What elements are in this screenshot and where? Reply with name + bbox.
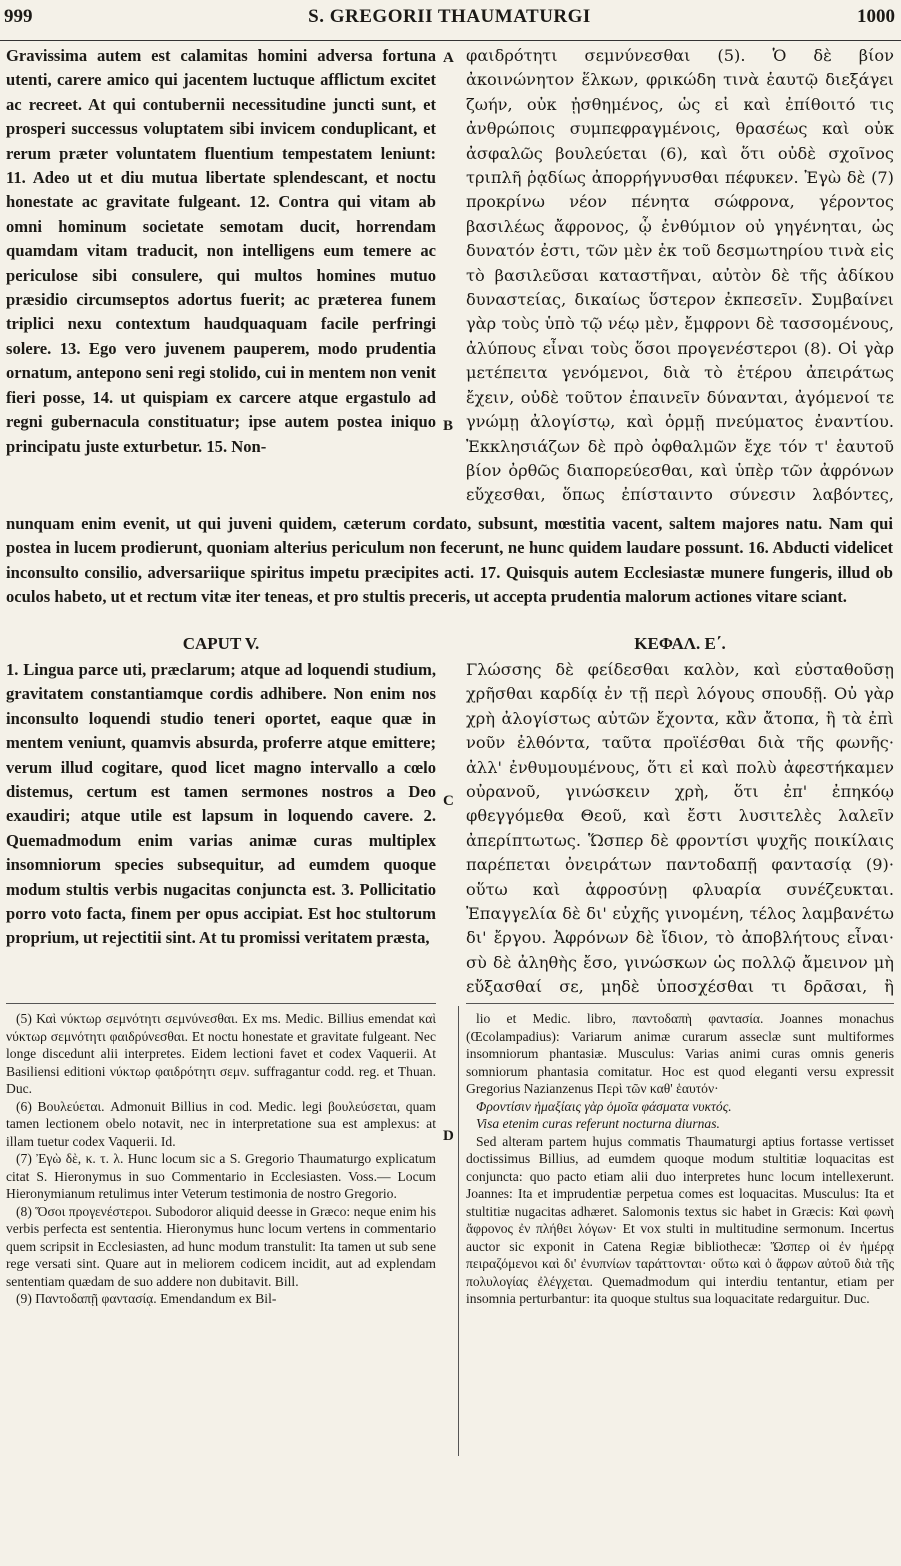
latin-paragraph: Gravissima autem est calamitas homini adversa fortuna utenti, carere amico qui jacentem luctuque afflictum excitet ac recreet. At qui contubernii necessitudine juncti sunt, et prosperi successus voluptatem sibi invicem conduplicant, et rerum præter voluntatem fluentium tempestatem leniunt: 11. Adeo ut et diu mutua libertate splendescant, et noctu honestate ac gravitate fulgeant. 12. Contra qui vitam ab omni hominum societate semotam ducit, horrendam quamdam vitam traducit, non intelligens eum temere ac periculose sibi consulere, qui multos homines mutuo præsidio circumseptos adortus fuerit; ac præterea funem triplici nexu contextum haudquaquam facile perfringi solere. 13. Ego vero juvenem pauperem, modo prudentia ornatum, antepono seni regi stolido, cui in mentem non venit fieri posse, 14. ut quispiam ex carcere atque ergastulo ad regni gubernacula constituatur; ipse autem postea iniquo principatu juste exturbetur. 15. Non- <box>6 46 436 456</box>
quoted-latin-verse: Visa etenim curas referunt nocturna diurnas. <box>476 1116 720 1131</box>
page-title: S. GREGORII THAUMATURGI <box>308 6 591 27</box>
caput-heading-greek: ΚΕΦΑΛ. Ε΄. <box>634 634 726 653</box>
running-header <box>4 6 895 30</box>
column-number-left: 999 <box>4 6 33 27</box>
greek-paragraph: Γλώσσης δὲ φείδεσθαι καλὸν, καὶ εὐσταθοῦσῃ χρῆσθαι καρδίᾳ ἐν τῇ περὶ λόγους σπουδῇ. Οὐ γὰρ χρὴ ἀλογίστως αὐτῶν ἔχοντα, κἂν ἄτοπα, ἢ τὰ ἐπὶ νοῦν ἐλθόντα, ταῦτα προϊέσθαι διὰ τῆς φωνῆς· ἀλλ' ἐνθυμουμένους, ὅτι εἰ καὶ πολὺ ἀφεστήκαμεν οὐρανοῦ, γινώσκειν χρὴ, ὅτι ἐπ' ἐπηκόῳ φθεγγόμεθα Θεοῦ, καὶ ἔστι λυσιτελὲς λαλεῖν ἀπερίπτωτως. Ὥσπερ δὲ φροντίσι ψυχῆς ποικίλαις παρέπεται ὀνειράτων παντοδαπῇ φαντασίᾳ (9)· οὕτω καὶ ἀφροσύνῃ φλυαρία συνέζευκται. Ἐπαγγελία δὲ δι' εὐχῆς γινομένη, τέλος λαμβανέτω δι' ἔργου. Ἀφρόνων δὲ ἴδιον, τὸ ἀποβλήτους εἶναι· σὺ δὲ ἀληθὴς ἔσο, γινώσκων ὡς πολλῷ ἄμεινον μὴ εὔξασθαί σε, μηδὲ ὑποσχέσθαι τι δρᾶσαι, ἢ <box>466 660 894 997</box>
latin-paragraph: 1. Lingua parce uti, præclarum; atque ad loquendi studium, gravitatem constantiamque cordis adhibere. Non enim nos inconsulto loquendi studio teneri oportet, eaque quæ in mentem veniunt, quamvis absurda, proferre atque emittere; verum illud cogitare, quod licet magno intervallo a cœlo distemus, certum est tamen sermones nostros a Deo exaudiri; atque utile est lapsum in loquendo cavere. 2. Quemadmodum enim varias animæ curas multiplex insomniorum species subsequitur, ad eumdem quoque modum stultis verbis nugacitas conjuncta est. 3. Pollicitatio porro voto facta, finem per opus accipiat. Est hoc stultorum proprium, ut rejectitii sint. At tu promissi veritatem præsta, <box>6 660 436 948</box>
quoted-greek-verse: Φροντίσιν ἡμαξίαις γὰρ ὁμοῖα φάσματα νυκτός. <box>476 1098 732 1114</box>
margin-marker-b: B <box>443 418 454 434</box>
greek-paragraph: φαιδρότητι σεμνύνεσθαι (5). Ὁ δὲ βίον ἀκοινώνητον ἕλκων, φρικώδη τινὰ ἑαυτῷ διεξάγει ζωήν, οὐκ ᾐσθημένος, ὡς εἰ καὶ ἐπίθοιτό τις ἀνθρώποις συμπεφραγμένοις, θρασέως καὶ οὐκ ἀσφαλῶς βουλεύεται (6), καὶ ὅτι οὐδὲ σχοῖνος τριπλῆ ῥᾳδίως ἀπορρήγνυσθαι πέφυκεν. Ἐγὼ δὲ (7) προκρίνω νέον πένητα σώφρονα, γέροντος βασιλέως ἄφρονος, ᾧ ἐνθύμιον οὐ γηγένηται, ὡς δυνατόν ἐστι, τῶν μὲν ἐκ τοῦ δεσμωτηρίου τινὰ εἰς τὸ βασιλεῦσαι καταστῆναι, αὐτὸν δὲ τῆς ἀδίκου δυναστείας, δικαίως ὕστερον ἐκπεσεῖν. Συμβαίνει γὰρ τοὺς ὑπὸ τῷ νέῳ μὲν, ἔμφρονι δὲ τασσομένους, ἀλύπους εἶναι τοὺς ὅσοι προγενέστεροι (8). Οἱ γὰρ μετέπειτα γενόμενοι, διὰ τὸ ἑτέρου ἀπειράτως ἔχειν, οὐδὲ τοῦτον ἐπαινεῖν δύνανται, ἀγόμενοί τε γνώμῃ ἀλογίστῳ, καὶ ὁρμῇ πνεύματος ἐναντίου. Ἐκκλησιάζων δὲ πρὸ ὀφθαλμῶν ἔχε τόν τ' ἑαυτοῦ βίον ὀρθῶς διαπορεύεσθαι, καὶ ὑπὲρ τῶν ἀφρόνων εὔχεσθαι, ὅπως ἐπίσταιντο σύνεσιν λαβόντες, <box>466 46 894 505</box>
latin-text-top <box>6 44 436 507</box>
footnote-rule-left <box>6 1003 436 1004</box>
footnote-column-divider <box>458 1006 459 1456</box>
greek-text-top <box>466 44 894 507</box>
header-rule <box>0 40 901 41</box>
footnote-commentary: Sed alteram partem hujus commatis Thaumaturgi aptius fortasse vertisset doctissimus Billius, ad eumdem quoque modum stultitiæ loquacitas est conjuncta: quo pacto etiam alii duo interpretes hunc locum intellexerunt. Joannes: Ita et imprudentiæ perpetua comes est loquacitas. Musculus: Ita et stultitiæ nugacitas adhæret. Salomonis textus sic habet in Græcis: Καὶ φωνὴ ἄφρονος ἐν πλήθει λόγων· Et vox stulti in multitudine sermonum. Incertus auctor sic exponit in Catena Regiæ bibliothecæ: Ὥσπερ οἱ ἐν ἡμέρᾳ πειραζόμενοι καὶ δι' ἐνυπνίων ταράττονται· οὕτω καὶ ὁ ἄφρων αὐτοῦ διὰ τῆς πολυλογίας ἐλέγχεται. Quemadmodum qui interdiu tentantur, etiam per insomnia perturbantur: ita quoque stultus sua loquacitate redarguitur. Duc. <box>466 1133 894 1306</box>
footnote-8: (8) Ὅσοι προγενέστεροι. Subodoror aliquid deesse in Græco: neque enim his verbis perfecta est sententia. Hieronymus hunc locum vertens in commentario quem scripsit in Ecclesiasten, ad hunc modum transtulit: Ita tamen ut sub sene rege versati sint. Quare aut in meliorem codicem incidit, aut ad explendam sententiam quædam de suo addere non dubitavit. Bill. <box>6 1203 436 1289</box>
footnote-6: (6) Βουλεύεται. Admonuit Billius in cod. Medic. legi βουλεύσεται, quam tamen lectionem obelo notavit, nec in interpretatione sua est amplexus: at illam tuetur codex Vaquerii. Id. <box>6 1098 436 1149</box>
footnote-5: (5) Καὶ νύκτωρ σεμνότητι σεμνύνεσθαι. Ex ms. Medic. Billius emendat καὶ νύκτωρ σεμνότητι φαιδρύνεσθαι. Et noctu honestate et gravitate fulgeant. Nec longe discedunt alii interpretes. Eidem lectioni favet et codex Vaquerii. At Basiliensi editioni νύκτωρ φαιδρότητι σεμν. suffragantur codd. reg. et Thuan. Duc. <box>6 1011 436 1096</box>
footnote-9: (9) Παντοδαπῇ φαντασίᾳ. Emendandum ex Bil- <box>16 1291 277 1306</box>
column-number-right: 1000 <box>857 6 895 27</box>
latin-text-fullwidth <box>6 512 893 630</box>
margin-marker-d: D <box>443 1128 454 1144</box>
margin-marker-c: C <box>443 793 454 809</box>
greek-text-chapter5 <box>466 658 894 998</box>
footnote-7: (7) Ἐγὼ δὲ, κ. τ. λ. Hunc locum sic a S. Gregorio Thaumaturgo explicatum citat S. Hieronymus in suo Commentario in Ecclesiasten. Voss.— Locum Hieronymianum retulimus inter Veterum testimonia de nostro Gregorio. <box>6 1151 436 1201</box>
footnote-continuation: lio et Medic. libro, παντοδαπὴ φαντασία. Joannes monachus (Œcolampadius): Variarum animæ curarum asseclæ sunt multiformes insomniorum phantasiæ. Musculus: Varias animi curas omnis generis somniorum phantasia comitatur. Hoc est quod eleganti versu expressit Gregorius Nazianzenus Περὶ τῶν καθ' ἑαυτόν· <box>466 1011 894 1096</box>
footnotes-right <box>466 1010 894 1460</box>
latin-text-chapter5 <box>6 658 436 998</box>
latin-continuation: nunquam enim evenit, ut qui juveni quidem, cæterum cordato, subsunt, mœstitia vacent, saltem majores natu. Nam qui postea in lucem prodierunt, quoniam alterius periculum non fecerunt, ne hunc quidem laudare possunt. 16. Abducti videlicet inconsulto consilio, adversariique spiritus impetu præcipites acti. 17. Quisquis autem Ecclesiastæ munere fungeris, illud ob oculos habeto, ut et rectum vitæ iter teneas, et pro stultis preceris, ut accepta prudentia malorum actiones vitare sciant. <box>6 514 893 607</box>
caput-heading-latin: CAPUT V. <box>182 634 260 653</box>
footnote-rule-right <box>466 1003 894 1004</box>
footnotes-left <box>6 1010 436 1460</box>
margin-marker-a: A <box>443 50 454 66</box>
